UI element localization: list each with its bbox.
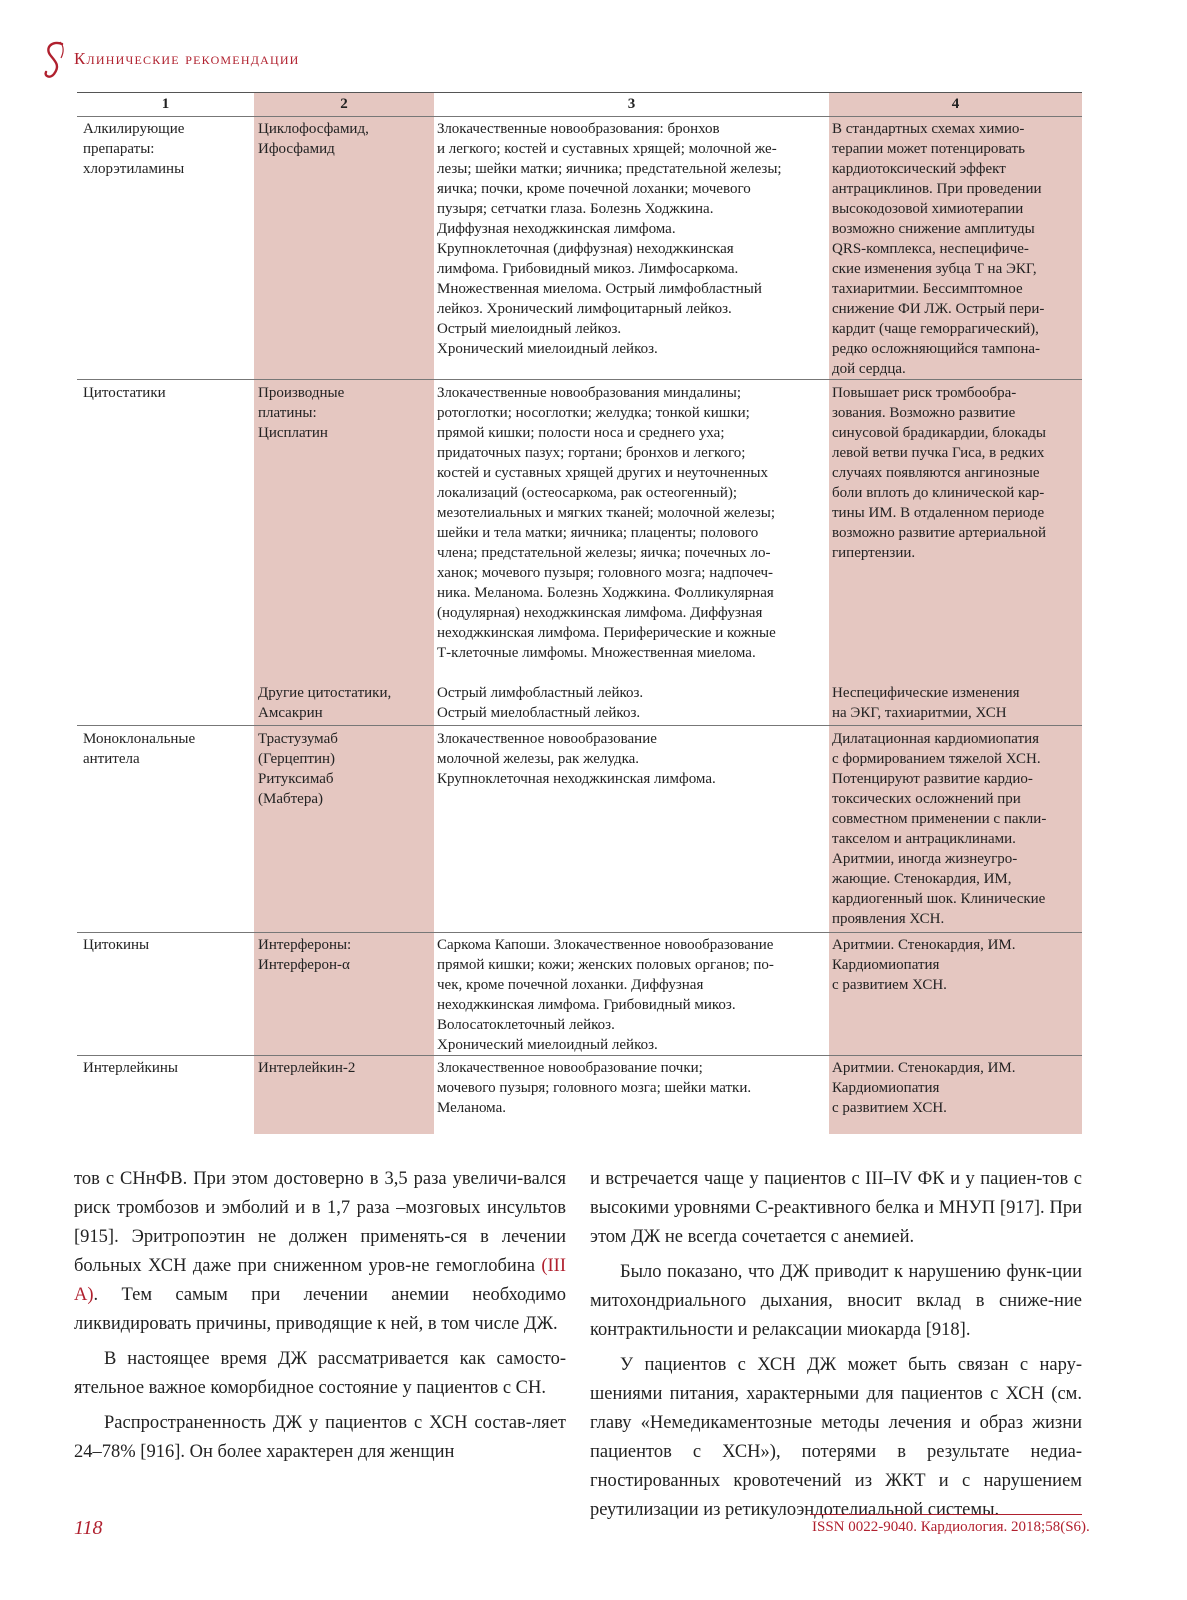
column-header-1: 1 bbox=[161, 96, 170, 112]
table-cell: Производные платины: Цисплатин bbox=[258, 385, 345, 441]
table-cell: Злокачественные новообразования миндалины; ротоглотки; носоглотки; желудка; тонкой кишки; прямой кишки; полости носа и среднего уха; придаточных пазух; гортани; бронхов и легкого; костей и суставных хрящей других и неуточненных локализаций (остеосаркома, рак остеогенный); мезотелиальных и мягких тканей; молочной железы; шейки и тела матки; яичника; плаценты; полового члена; предстательной железы; яичка; почечных ло- ханок; мочевого пузыря; головного мозга; надпочеч- ника. Меланома. Болезнь Ходжкина. Фолликулярная (нодулярная) неходжкинская лимфома. Диффузная неходжкинская лимфома. Периферические и кожные Т-клеточные лимфомы. Множественная миелома. bbox=[437, 385, 776, 661]
paragraph: У пациентов с ХСН ДЖ может быть связан с нару-шениями питания, характерными для пациентов с ХСН (см. главу «Немедикаментозные методы лечения и образ жизни пациентов с ХСН»), потерями в результате недиа-гностированных кровотечений из ЖКТ и с нарушением реутилизации из ретикулоэндотелиальной системы. bbox=[590, 1355, 1082, 1520]
table-cell: Аритмии. Стенокардия, ИМ. Кардиомиопатия с развитием ХСН. bbox=[832, 937, 1016, 993]
row-rule bbox=[77, 932, 1082, 933]
journal-logo-icon bbox=[42, 40, 68, 80]
body-right-column bbox=[590, 1165, 1082, 1531]
paragraph: Распространенность ДЖ у пациентов с ХСН состав-ляет 24–78% [916]. Он более характерен для женщин bbox=[74, 1413, 566, 1462]
table-cell: Неспецифические изменения на ЭКГ, тахиаритмии, ХСН bbox=[832, 685, 1020, 721]
row-rule bbox=[77, 379, 1082, 380]
table-cell: Острый лимфобластный лейкоз. Острый миелобластный лейкоз. bbox=[437, 685, 644, 721]
table-cell: Аритмии. Стенокардия, ИМ. Кардиомиопатия с развитием ХСН. bbox=[832, 1060, 1016, 1116]
table-cell: Интерлейкин-2 bbox=[258, 1060, 356, 1076]
table-cell: Моноклональные антитела bbox=[83, 731, 196, 767]
paragraph: В настоящее время ДЖ рассматривается как самосто-ятельное важное коморбидное состояние у пациентов с СН. bbox=[74, 1349, 566, 1398]
page-number: 118 bbox=[74, 1517, 103, 1539]
table-cell: Трастузумаб (Герцептин) Ритуксимаб (Мабтера) bbox=[258, 731, 338, 807]
table-cell: Другие цитостатики, Амсакрин bbox=[258, 685, 392, 721]
table-cell: Интерфероны: Интерферон-α bbox=[258, 937, 352, 973]
paragraph: и встречается чаще у пациентов с III–IV ФК и у пациен-тов с высокими уровнями С-реактивного белка и МНУП [917]. При этом ДЖ не всегда сочетается с анемией. bbox=[590, 1169, 1082, 1247]
table-cell: Циклофосфамид, Ифосфамид bbox=[258, 121, 369, 157]
table-cell: Алкилирующие препараты: хлорэтиламины bbox=[83, 121, 185, 177]
column-header-3: 3 bbox=[627, 96, 636, 112]
paragraph: тов с СНнФВ. При этом достоверно в 3,5 раза увеличи-вался риск тромбозов и эмболий и в 1,7 раза –мозговых инсультов [915]. Эритропоэтин не должен применять-ся в лечении больных ХСН даже при сниженном уров-не гемоглобина (III A). Тем самым при лечении анемии необходимо ликвидировать причины, приводящие к ней, в том числе ДЖ. bbox=[74, 1169, 566, 1334]
table-top-rule bbox=[77, 92, 1082, 93]
table-cell: Злокачественное новообразование молочной железы, рак желудка. Крупноклеточная неходжкинская лимфома. bbox=[437, 731, 716, 787]
table-cell: Цитостатики bbox=[83, 385, 166, 401]
column-2-shade bbox=[254, 93, 434, 1134]
table-cell: Цитокины bbox=[83, 937, 150, 953]
table-cell: В стандартных схемах химио- терапии может потенцировать кардиотоксический эффект антрациклинов. При проведении высокодозовой химиотерапии возможно снижение амплитуды QRS-комплекса, неспецифиче- ские изменения зубца Т на ЭКГ, тахиаритмии. Бессимптомное снижение ФИ ЛЖ. Острый пери- кардит (чаще геморрагический), редко осложняющийся тампона- дой сердца. bbox=[832, 121, 1045, 377]
table-cell: Злокачественные новообразования: бронхов и легкого; костей и суставных хрящей; молочной же- лезы; шейки матки; яичника; предстательной железы; яичка; почки, кроме почечной лоханки; мочевого пузыря; сетчатки глаза. Болезнь Ходжкина. Диффузная неходжкинская лимфома. Крупноклеточная (диффузная) неходжкинская лимфома. Грибовидный микоз. Лимфосаркома. Множественная миелома. Острый лимфобластный лейкоз. Хронический лимфоцитарный лейкоз. Острый миелоидный лейкоз. Хронический миелоидный лейкоз. bbox=[437, 121, 782, 357]
section-title: Клинические рекомендации bbox=[74, 49, 300, 68]
header-rule bbox=[77, 116, 1082, 117]
column-header-4: 4 bbox=[951, 96, 960, 112]
table-cell: Повышает риск тромбообра- зования. Возможно развитие синусовой брадикардии, блокады левой ветви пучка Гиса, в редких случаях появляются ангинозные боли вплоть до клинической кар- тины ИМ. В отдаленном периоде возможно развитие артериальной гипертензии. bbox=[832, 385, 1047, 561]
journal-citation: ISSN 0022-9040. Кардиология. 2018;58(S6). bbox=[812, 1519, 1090, 1535]
table-cell: Злокачественное новообразование почки; мочевого пузыря; головного мозга; шейки матки. Меланома. bbox=[437, 1060, 752, 1116]
evidence-level-reference: (III A) bbox=[74, 1256, 566, 1305]
paragraph: Было показано, что ДЖ приводит к нарушению функ-ции митохондриального дыхания, вносит вклад в сниже-ние контрактильности и релаксации миокарда [918]. bbox=[590, 1262, 1082, 1340]
table-cell: Саркома Капоши. Злокачественное новообразование прямой кишки; кожи; женских половых органов; по- чек, кроме почечной лоханки. Диффузная неходжкинская лимфома. Грибовидный микоз. Волосатоклеточный лейкоз. Хронический миелоидный лейкоз. bbox=[437, 937, 774, 1053]
body-left-column bbox=[74, 1165, 566, 1473]
drug-cardiotoxicity-table bbox=[77, 92, 1082, 1134]
row-rule bbox=[77, 725, 1082, 726]
footer-divider bbox=[810, 1514, 1082, 1515]
table-cell: Интерлейкины bbox=[83, 1060, 178, 1076]
table-cell: Дилатационная кардиомиопатия с формированием тяжелой ХСН. Потенцируют развитие кардио- токсических осложнений при совместном применении с пакли- такселом и антрациклинами. Аритмии, иногда жизнеугро- жающие. Стенокардия, ИМ, кардиогенный шок. Клинические проявления ХСН. bbox=[832, 731, 1047, 927]
column-header-2: 2 bbox=[340, 96, 348, 112]
row-rule bbox=[77, 1055, 1082, 1056]
